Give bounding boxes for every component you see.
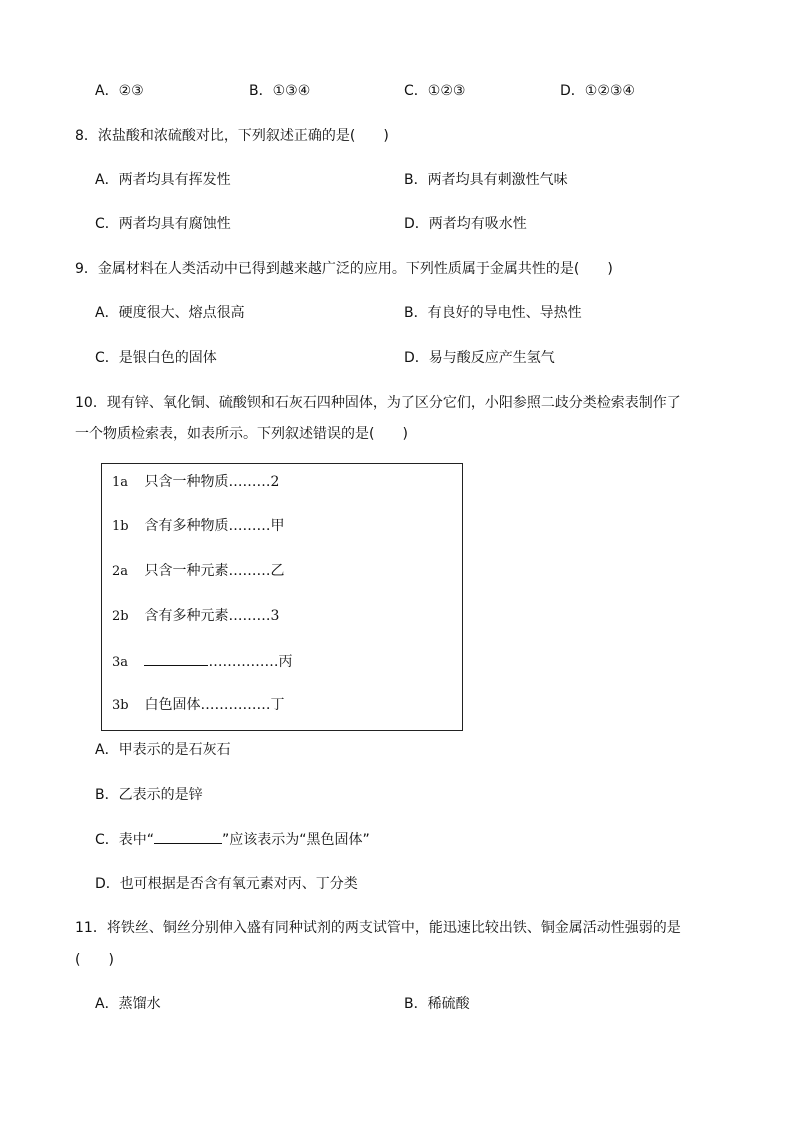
q7-option-c-text: ①②③ <box>427 83 466 99</box>
key-row-1b <box>112 516 284 537</box>
q9-option-b: B．有良好的导电性、导热性 <box>404 305 582 321</box>
key-result: 乙 <box>270 563 285 579</box>
q10-option-b: B．乙表示的是锌 <box>95 787 203 803</box>
key-result: 丙 <box>278 654 293 670</box>
key-result: 甲 <box>270 518 285 534</box>
key-row-2a <box>112 561 284 582</box>
q8-option-d: D．两者均有吸水性 <box>404 216 527 232</box>
q7-option-b-letter: B． <box>249 83 273 99</box>
key-text: 只含一种物质 <box>144 474 229 490</box>
q8-option-b: B．两者均具有刺激性气味 <box>404 172 568 188</box>
key-dots: ……… <box>228 563 271 579</box>
q7-option-b <box>249 81 310 101</box>
q7-option-d-letter: D． <box>560 83 585 99</box>
key-row-1a <box>112 472 279 493</box>
answer-blank <box>144 651 208 666</box>
key-code: 3a <box>112 655 129 670</box>
q11-option-a: A．蒸馏水 <box>95 996 161 1012</box>
key-row-2b <box>112 606 279 627</box>
q11-stem-line2: ( ) <box>75 952 114 968</box>
q7-option-a-letter: A． <box>95 83 119 99</box>
q10-option-c <box>95 829 370 850</box>
key-code: 2b <box>112 609 129 624</box>
q7-option-d-text: ①②③④ <box>584 83 635 99</box>
q10-option-c-suffix: ”应该表示为“黑色固体” <box>222 832 370 848</box>
key-result: 3 <box>270 608 280 624</box>
q10-stem-line1: 10．现有锌、氧化铜、硫酸钡和石灰石四种固体，为了区分它们，小阳参照二歧分类检索表制作了 <box>75 395 681 411</box>
q8-option-a: A．两者均具有挥发性 <box>95 172 231 188</box>
q10-stem-line2: 一个物质检索表，如表所示。下列叙述错误的是( ) <box>75 426 408 442</box>
key-dots: …………… <box>208 654 279 670</box>
q7-option-c-letter: C． <box>404 83 428 99</box>
key-code: 3b <box>112 698 129 713</box>
q7-option-d <box>560 81 635 101</box>
q7-option-b-text: ①③④ <box>272 83 311 99</box>
key-dots: ……… <box>228 518 271 534</box>
key-text: 含有多种物质 <box>144 518 229 534</box>
key-dots: ……… <box>228 608 271 624</box>
key-text: 只含一种元素 <box>144 563 229 579</box>
answer-blank <box>154 829 222 844</box>
key-result: 2 <box>270 474 280 490</box>
key-code: 2a <box>112 564 129 579</box>
q11-stem-line1: 11．将铁丝、铜丝分别伸入盛有同种试剂的两支试管中，能迅速比较出铁、铜金属活动性强弱的是 <box>75 920 681 936</box>
q9-option-c: C．是银白色的固体 <box>95 350 217 366</box>
q7-option-c <box>404 81 465 101</box>
q8-option-c: C．两者均具有腐蚀性 <box>95 216 231 232</box>
key-text: 含有多种元素 <box>144 608 229 624</box>
q9-option-a: A．硬度很大、熔点很高 <box>95 305 245 321</box>
key-code: 1a <box>112 475 129 490</box>
key-result: 丁 <box>270 697 285 713</box>
classification-key-table <box>101 463 463 731</box>
q7-option-a-text: ②③ <box>118 83 144 99</box>
key-text: 白色固体 <box>144 697 201 713</box>
key-row-3a <box>112 651 292 673</box>
q8-stem: 8．浓盐酸和浓硫酸对比，下列叙述正确的是( ) <box>75 128 389 144</box>
key-dots: ……… <box>228 474 271 490</box>
q9-stem: 9．金属材料在人类活动中已得到越来越广泛的应用。下列性质属于金属共性的是( ) <box>75 261 613 277</box>
q11-option-b: B．稀硫酸 <box>404 996 470 1012</box>
q10-option-c-prefix: C．表中“ <box>95 832 155 848</box>
q10-option-a: A．甲表示的是石灰石 <box>95 742 231 758</box>
q10-option-d: D．也可根据是否含有氧元素对丙、丁分类 <box>95 876 358 892</box>
q9-option-d: D．易与酸反应产生氢气 <box>404 350 555 366</box>
q7-option-a <box>95 81 144 101</box>
key-row-3b <box>112 695 284 716</box>
key-code: 1b <box>112 519 129 534</box>
key-dots: …………… <box>200 697 271 713</box>
